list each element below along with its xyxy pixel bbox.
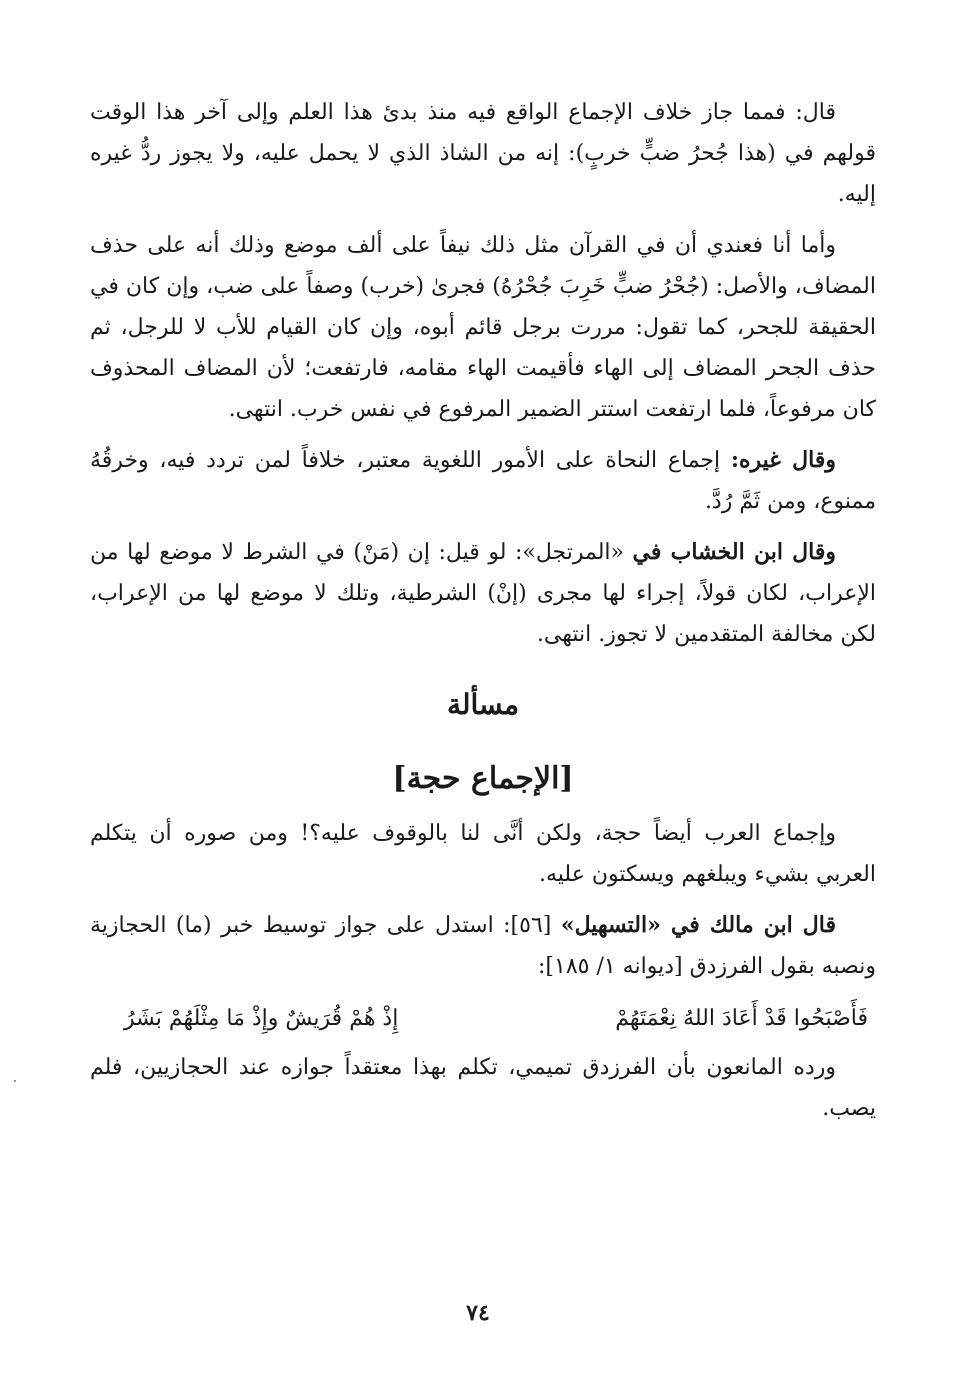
page-number: ٧٤ [466, 1300, 490, 1326]
paragraph-2 [90, 225, 876, 430]
paragraph-3 [90, 440, 876, 522]
paragraph-text: ورده المانعون بأن الفرزدق تميمي، تكلم بهذا معتقداً جوازه عند الحجازيين، فلم يصب. [90, 1055, 876, 1121]
paragraph-7 [90, 1047, 876, 1129]
paragraph-text: «المرتجل»: لو قيل: إن (مَنْ) في الشرط لا موضع لها من الإعراب، لكان قولاً، إجراء لها مجرى (إنْ) الشرطية، وتلك لا موضع لها من الإعراب، لكن مخالفة المتقدمين لا تجوز. انتهى. [90, 540, 876, 647]
margin-mark [14, 1080, 16, 1082]
paragraph-lead: وقال ابن الخشاب في [632, 539, 836, 565]
verse-second-hemistich: إِذْ هُمْ قُرَيشٌ وإِذْ مَا مِثْلَهُمْ بَشَرُ [124, 1006, 399, 1031]
paragraph-lead: وقال غيره: [730, 447, 837, 473]
paragraph-text: وإجماع العرب أيضاً حجة، ولكن أنَّى لنا بالوقوف عليه؟! ومن صوره أن يتكلم العربي بشيء ويبلغهم ويسكتون عليه. [90, 821, 876, 887]
paragraph-6 [90, 905, 876, 987]
paragraph-text: قال: فمما جاز خلاف الإجماع الواقع فيه منذ بدئ هذا العلم وإلى آخر هذا الوقت قولهم في (هذا جُحرُ ضبٍّ خربٍ): إنه من الشاذ الذي لا يحمل عليه، ولا يجوز ردُّ غيره إليه. [90, 100, 876, 207]
page-body [90, 92, 876, 1139]
section-heading: مسألة [446, 688, 520, 721]
paragraph-text: وأما أنا فعندي أن في القرآن مثل ذلك نيفاً على ألف موضع وذلك أنه على حذف المضاف، والأصل: (جُحْرُ ضبٍّ خَرِبَ جُحْرُهُ) فجرىٰ (خرب) وصفاً على ضب، وإن كان في الحقيقة للجحر، كما تقول: مررت برجل قائم أبوه، وإن كان القيام للأب لا للرجل، ثم حذف الجحر المضاف إلى الهاء فأقيمت الهاء مقامه، فارتفعت؛ لأن المضاف المحذوف كان مرفوعاً، فلما ارتفعت استتر الضمير المرفوع في نفس خرب. انتهى. [90, 233, 876, 422]
poetry-verse [90, 997, 876, 1041]
paragraph-text: [٥٦]: استدل على جواز توسيط خبر (ما) الحجازية ونصبه بقول الفرزدق [ديوانه ١/ ١٨٥]: [90, 913, 876, 979]
paragraph-text: إجماع النحاة على الأمور اللغوية معتبر، خلافاً لمن تردد فيه، وخرقُهُ ممنوع، ومن ثَمَّ رُدَّ. [90, 448, 876, 514]
paragraph-lead: قال ابن مالك في «التسهيل» [560, 912, 837, 938]
paragraph-1 [90, 92, 876, 215]
verse-first-hemistich: فَأَصْبَحُوا قَدْ أَعَادَ اللهُ نِعْمَتَهُمْ [615, 1006, 868, 1031]
paragraph-5 [90, 813, 876, 895]
paragraph-4 [90, 532, 876, 655]
section-subheading: [الإجماع حجة] [392, 761, 574, 796]
